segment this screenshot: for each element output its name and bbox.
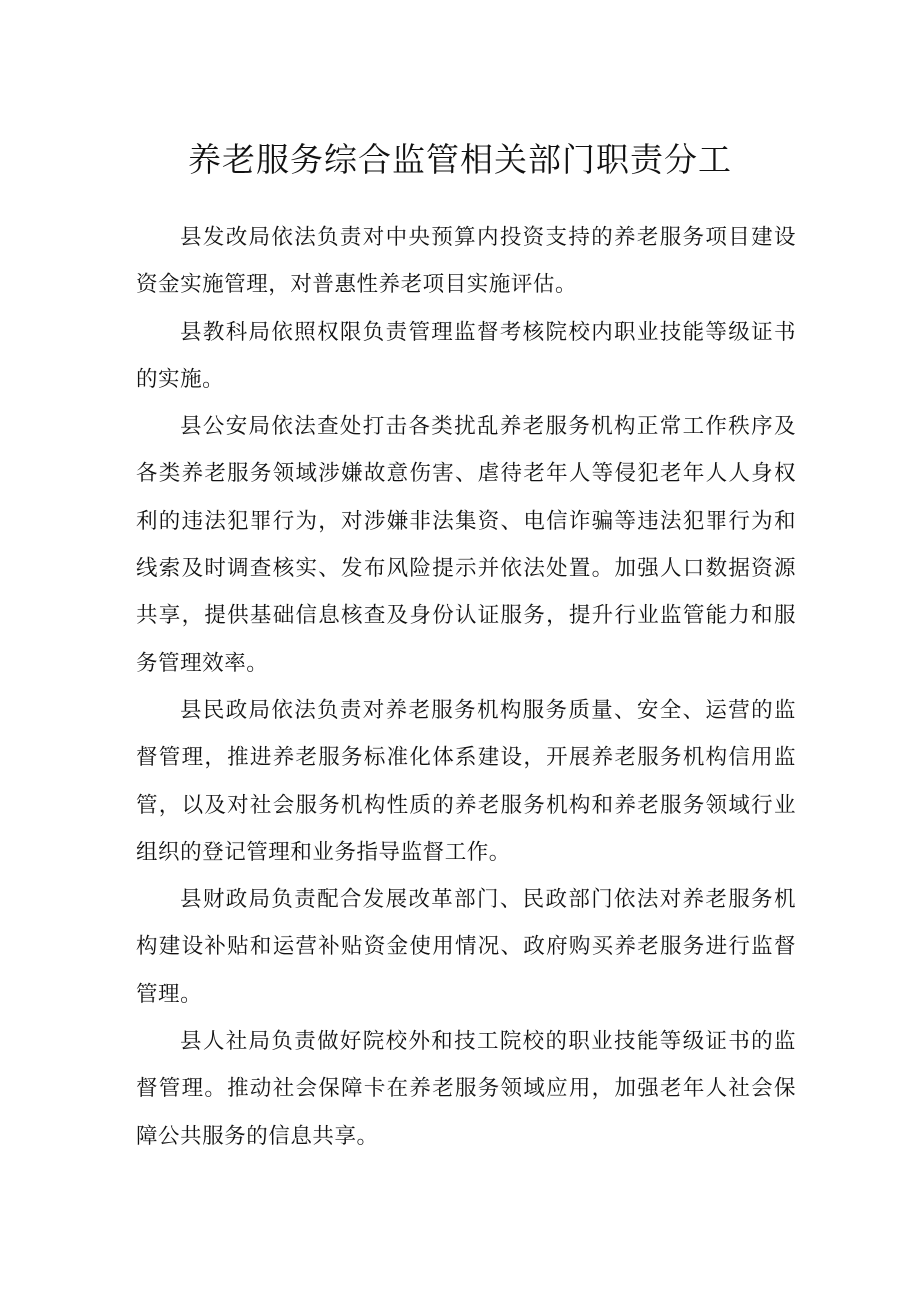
paragraph-human-resources: 县人社局负责做好院校外和技工院校的职业技能等级证书的监督管理。推动社会保障卡在养老服务领域应用，加强老年人社会保障公共服务的信息共享。 xyxy=(136,1029,796,1149)
document-body xyxy=(136,214,796,1160)
paragraph-civil-affairs: 县民政局依法负责对养老服务机构服务质量、安全、运营的监督管理，推进养老服务标准化体系建设，开展养老服务机构信用监管，以及对社会服务机构性质的养老服务机构和养老服务领域行业组织的登记管理和业务指导监督工作。 xyxy=(136,697,796,865)
paragraph-education-science: 县教科局依照权限负责管理监督考核院校内职业技能等级证书的实施。 xyxy=(136,319,796,392)
paragraph-finance: 县财政局负责配合发展改革部门、民政部门依法对养老服务机构建设补贴和运营补贴资金使用情况、政府购买养老服务进行监督管理。 xyxy=(136,887,796,1007)
paragraph-development-reform: 县发改局依法负责对中央预算内投资支持的养老服务项目建设资金实施管理，对普惠性养老项目实施评估。 xyxy=(136,225,796,298)
document-title: 养老服务综合监管相关部门职责分工 xyxy=(188,140,732,179)
paragraph-public-security: 县公安局依法查处打击各类扰乱养老服务机构正常工作秩序及各类养老服务领域涉嫌故意伤害、虐待老年人等侵犯老年人人身权利的违法犯罪行为，对涉嫌非法集资、电信诈骗等违法犯罪行为和线索及时调查核实、发布风险提示并依法处置。加强人口数据资源共享，提供基础信息核查及身份认证服务，提升行业监管能力和服务管理效率。 xyxy=(136,414,796,676)
